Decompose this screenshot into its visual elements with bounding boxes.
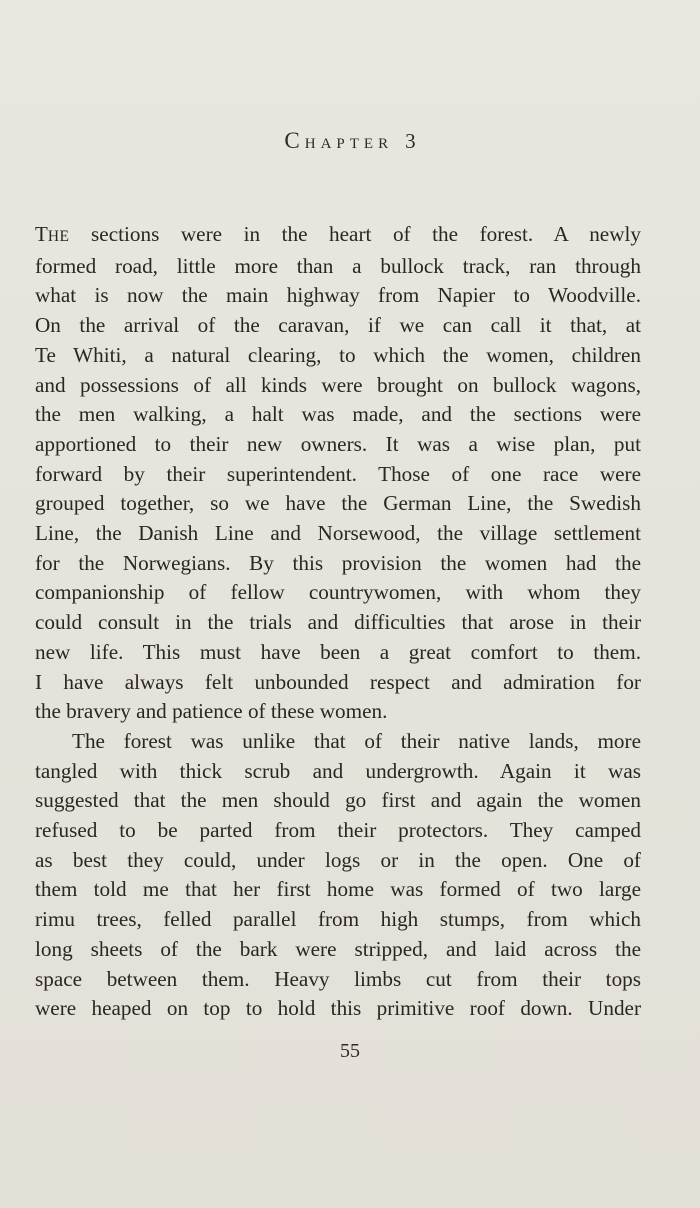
paragraph-2-line-3: suggested that the men should go first and again the women bbox=[35, 788, 641, 813]
paragraph-1-line-4: On the arrival of the caravan, if we can call it that, at bbox=[35, 313, 641, 338]
paragraph-1-line-6: and possessions of all kinds were brought on bullock wagons, bbox=[35, 372, 641, 397]
paragraph-1-line-15: new life. This must have been a great comfort to them. bbox=[35, 639, 641, 664]
lead-initial: T bbox=[35, 222, 48, 246]
paragraph-2-line-6: them told me that her first home was formed of two large bbox=[35, 877, 641, 902]
lead-small-caps: HE bbox=[47, 228, 70, 245]
chapter-number: 3 bbox=[405, 129, 416, 153]
body-text bbox=[35, 220, 641, 1024]
paragraph-1-line-2: formed road, little more than a bullock track, ran through bbox=[35, 253, 641, 278]
chapter-heading-rest: HAPTER bbox=[304, 136, 394, 152]
paragraph-2-line-8: long sheets of the bark were stripped, and laid across the bbox=[35, 936, 641, 961]
paragraph-1-line-9: forward by their superintendent. Those of one race were bbox=[35, 461, 641, 486]
paragraph-1-line-11: Line, the Danish Line and Norsewood, the village settlement bbox=[35, 521, 641, 546]
paragraph-2-line-10: were heaped on top to hold this primitive roof down. Under bbox=[35, 996, 641, 1021]
paragraph-1-line-7: the men walking, a halt was made, and the sections were bbox=[35, 402, 641, 427]
paragraph-2-line-2: tangled with thick scrub and undergrowth. Again it was bbox=[35, 758, 641, 783]
paragraph-1-line-13: companionship of fellow countrywomen, with whom they bbox=[35, 580, 641, 605]
paragraph-1-line-14: could consult in the trials and difficulties that arose in their bbox=[35, 610, 641, 635]
paragraph-1-line-8: apportioned to their new owners. It was a wise plan, put bbox=[35, 431, 641, 456]
paragraph-2-line-7: rimu trees, felled parallel from high stumps, from which bbox=[35, 907, 641, 932]
chapter-heading bbox=[0, 128, 700, 154]
paragraph-1-line-17: the bravery and patience of these women. bbox=[35, 699, 388, 724]
paragraph-2-line-1: The forest was unlike that of their native lands, more bbox=[72, 728, 641, 753]
paragraph-2-line-4: refused to be parted from their protectors. They camped bbox=[35, 818, 641, 843]
page-number: 55 bbox=[340, 1040, 360, 1062]
paragraph-1-line-3: what is now the main highway from Napier to Woodville. bbox=[35, 283, 641, 308]
paragraph-1-line-16: I have always felt unbounded respect and admiration for bbox=[35, 669, 641, 694]
paragraph-1-line-5: Te Whiti, a natural clearing, to which the women, children bbox=[35, 342, 641, 367]
paragraph-2-line-9: space between them. Heavy limbs cut from their tops bbox=[35, 966, 641, 991]
line-text: sections were in the heart of the forest. A newly bbox=[69, 222, 641, 246]
paragraph-2-line-5: as best they could, under logs or in the open. One of bbox=[35, 847, 641, 872]
chapter-heading-initial: C bbox=[284, 128, 305, 153]
paragraph-1-line-10: grouped together, so we have the German Line, the Swedish bbox=[35, 491, 641, 516]
paragraph-1-line-12: for the Norwegians. By this provision the women had the bbox=[35, 550, 641, 575]
paragraph-1-line-1 bbox=[35, 220, 641, 252]
